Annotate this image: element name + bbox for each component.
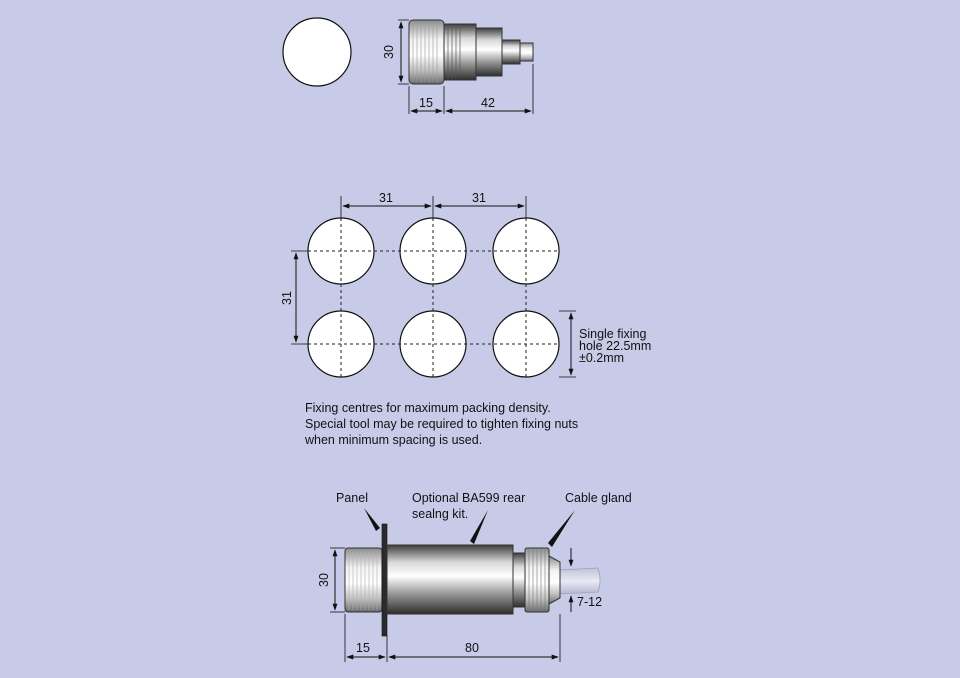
gland-leader [548,510,575,547]
cable [560,568,600,594]
top-view [283,18,533,114]
label-kit-line2: sealng kit. [412,507,469,521]
grid-dim-spacing-h1: 31 [379,191,393,205]
grid-dim-spacing-h2: 31 [472,191,486,205]
label-kit-line1: Optional BA599 rear [412,491,526,505]
top-dim-body-label: 42 [481,96,495,110]
note-line-3: when minimum spacing is used. [305,433,483,447]
bottom-dim-height-label: 30 [317,573,331,587]
top-dim-front-label: 15 [419,96,433,110]
hole-label-line1: Single fixing [579,327,647,341]
packing-note [305,400,578,448]
rear-sealing-body [387,545,513,614]
bottom-view [317,491,632,662]
hole-label-line3: ±0.2mm [579,351,625,365]
front-face-circle [283,18,351,86]
panel-leader [364,508,380,531]
bottom-dim-body-label: 80 [465,641,479,655]
hole-label-line2: hole 22.5mm [579,339,652,353]
bottom-dim-front-label: 15 [356,641,370,655]
note-line-2: Special tool may be required to tighten fixing nuts [305,417,579,431]
cable-gland [513,548,560,612]
bottom-dim-cable-label: 7-12 [577,595,603,609]
front-bezel [345,548,382,612]
grid-view [280,191,651,377]
label-panel: Panel [336,491,368,505]
panel [382,524,387,636]
kit-leader [470,510,488,544]
top-dim-height-label: 30 [382,45,396,59]
label-gland: Cable gland [565,491,632,505]
note-line-1: Fixing centres for maximum packing density. [305,401,551,415]
grid-dim-spacing-v: 31 [280,291,294,305]
indicator-side-profile [409,20,533,84]
